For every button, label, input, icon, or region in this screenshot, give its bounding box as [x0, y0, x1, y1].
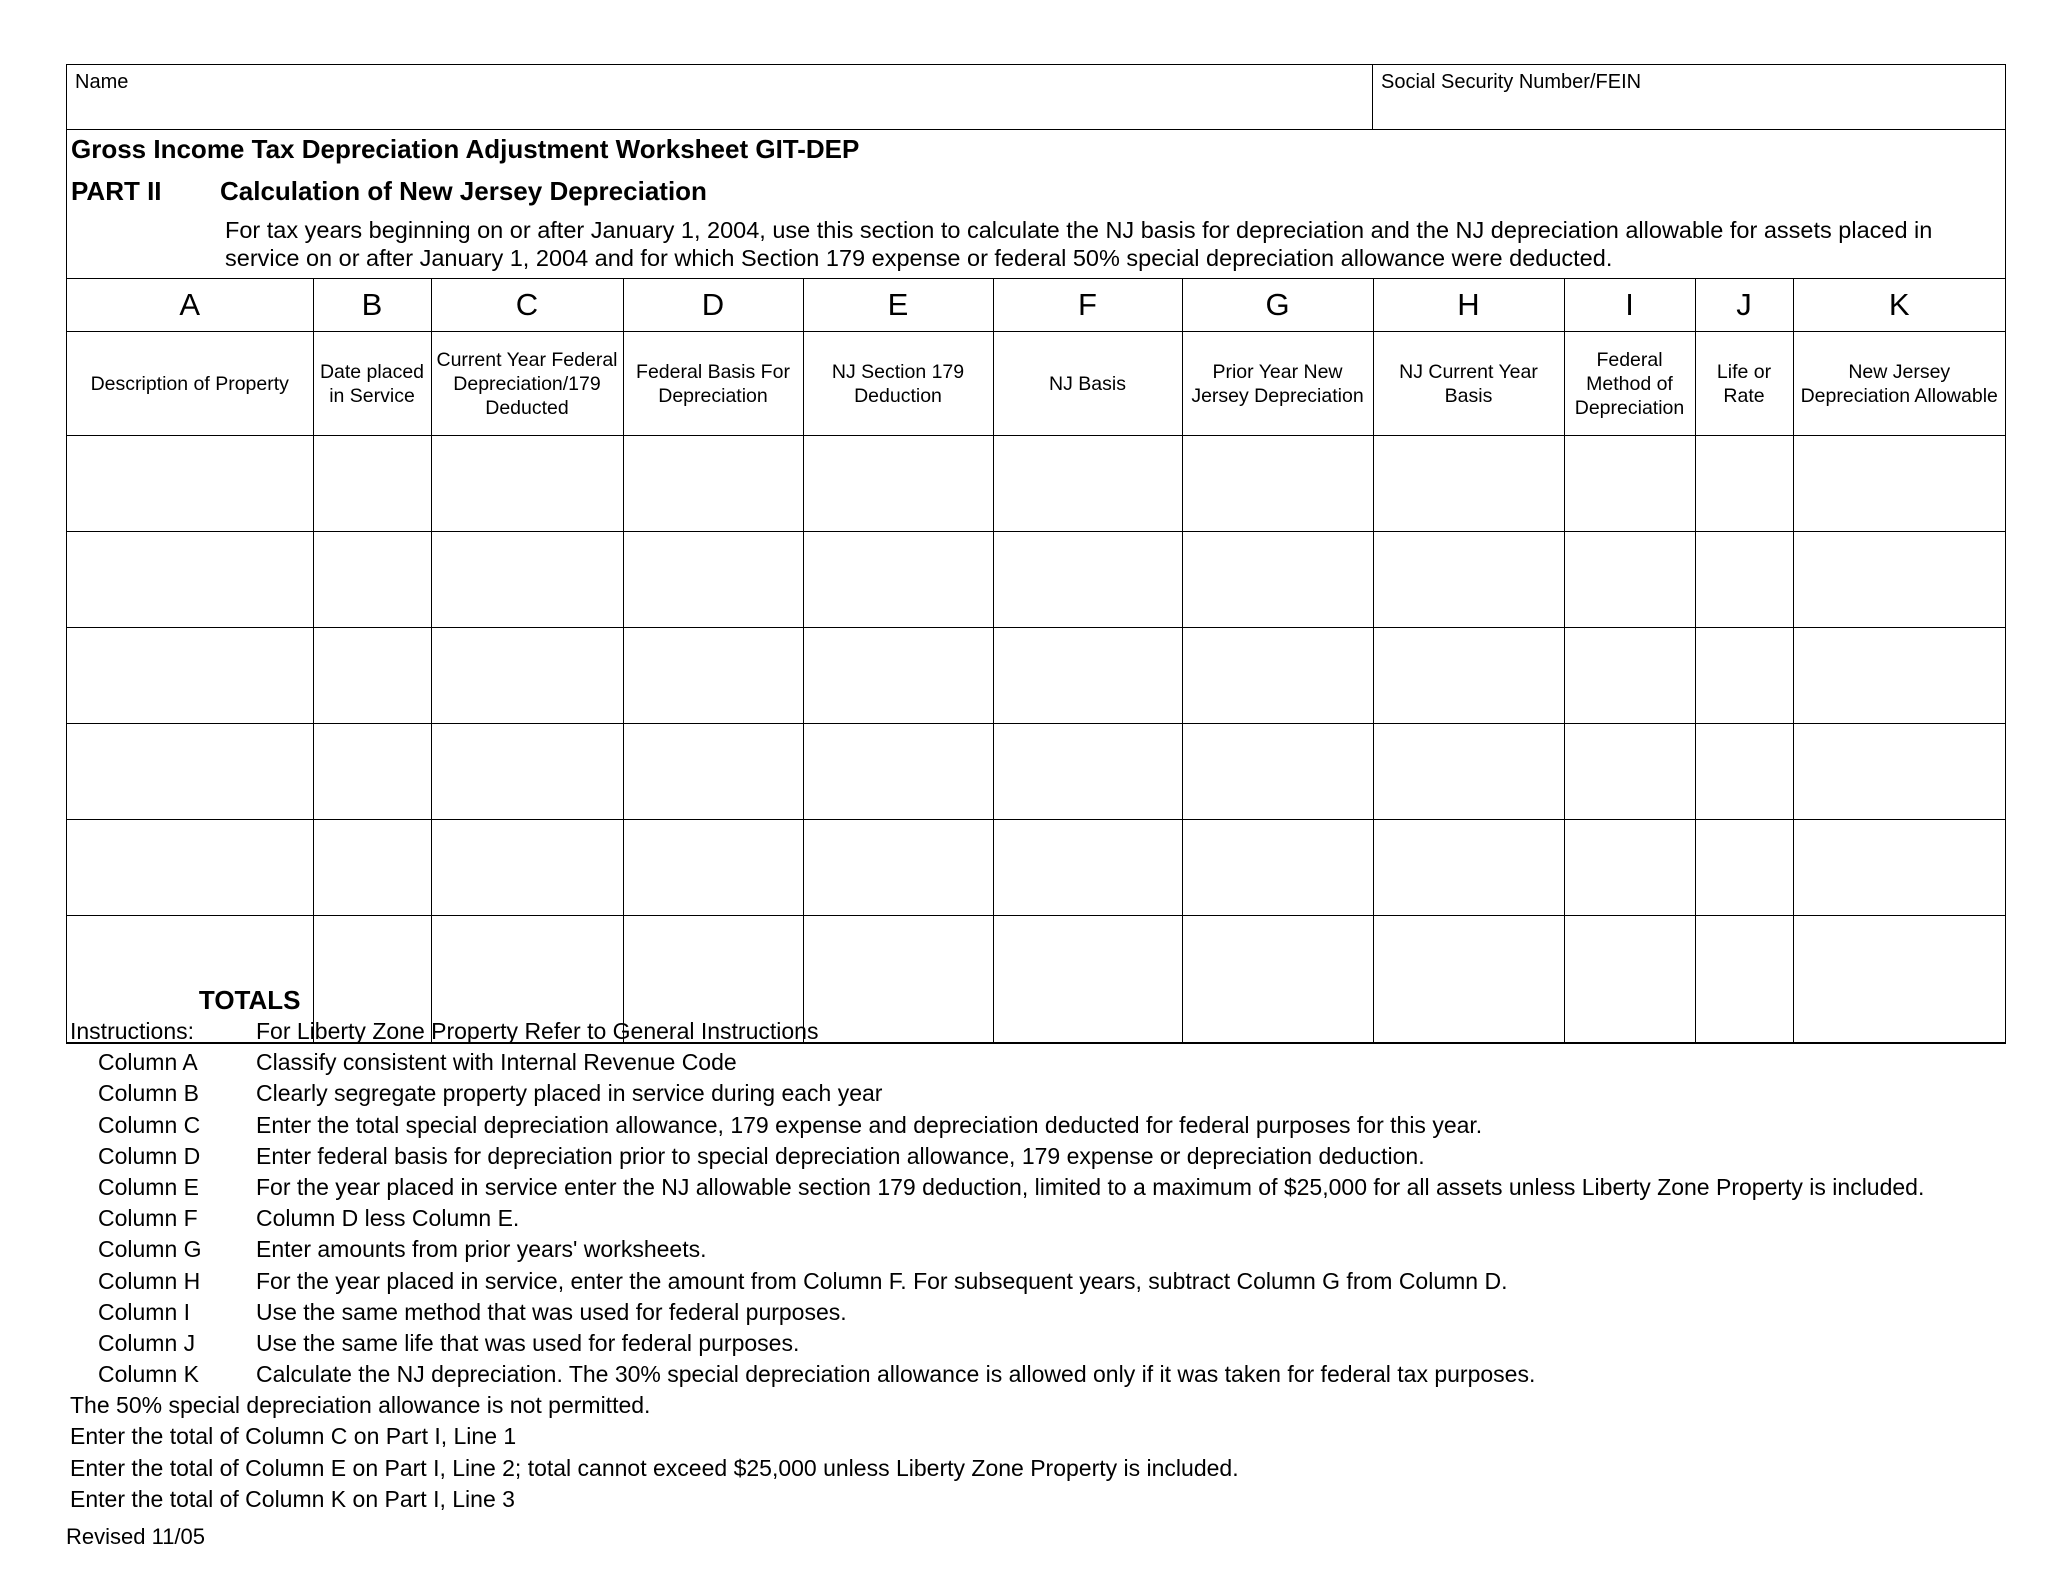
input-cell-g[interactable] [1182, 532, 1373, 628]
column-letter-f: F [993, 279, 1182, 332]
column-header-h: NJ Current Year Basis [1373, 332, 1564, 436]
input-cell-b[interactable] [313, 532, 431, 628]
table-row [67, 724, 2005, 820]
input-cell-f[interactable] [993, 724, 1182, 820]
input-cell-d[interactable] [623, 724, 803, 820]
input-cell-e[interactable] [803, 532, 993, 628]
input-cell-f[interactable] [993, 628, 1182, 724]
column-header-row [67, 332, 2005, 436]
instruction-column-label: Column E [98, 1173, 199, 1200]
input-cell-c[interactable] [431, 436, 623, 532]
input-cell-j[interactable] [1695, 820, 1793, 916]
column-header-g: Prior Year New Jersey Depreciation [1182, 332, 1373, 436]
input-cell-h[interactable] [1373, 820, 1564, 916]
input-cell-k[interactable] [1793, 628, 2005, 724]
input-cell-g[interactable] [1182, 628, 1373, 724]
instruction-item [70, 1078, 2010, 1109]
input-cell-h[interactable] [1373, 628, 1564, 724]
column-header-b: Date placed in Service [313, 332, 431, 436]
column-letter-k: K [1793, 279, 2005, 332]
input-cell-a[interactable] [67, 532, 313, 628]
input-cell-i[interactable] [1564, 628, 1695, 724]
input-cell-i[interactable] [1564, 532, 1695, 628]
instruction-note: The 50% special depreciation allowance is not permitted. [70, 1392, 651, 1419]
column-letter-c: C [431, 279, 623, 332]
input-cell-d[interactable] [623, 628, 803, 724]
instructions-intro-text: For Liberty Zone Property Refer to General Instructions [256, 1018, 819, 1044]
input-cell-g[interactable] [1182, 724, 1373, 820]
input-cell-a[interactable] [67, 436, 313, 532]
depreciation-table [67, 278, 2005, 1043]
input-cell-c[interactable] [431, 724, 623, 820]
name-field[interactable] [67, 65, 1373, 129]
column-letter-i: I [1564, 279, 1695, 332]
instruction-item [70, 1203, 2010, 1234]
input-cell-i[interactable] [1564, 436, 1695, 532]
input-cell-f[interactable] [993, 532, 1182, 628]
input-cell-i[interactable] [1564, 820, 1695, 916]
input-cell-a[interactable] [67, 628, 313, 724]
input-cell-b[interactable] [313, 820, 431, 916]
part-label: PART II [71, 176, 162, 206]
instruction-column-label: Column C [98, 1111, 201, 1138]
instruction-text: Enter the total special depreciation allowance, 179 expense and depreciation deducted for federal purposes for this year. [256, 1111, 1483, 1138]
instruction-item [70, 1047, 2010, 1078]
instruction-item [70, 1110, 2010, 1141]
column-header-k: New Jersey Depreciation Allowable [1793, 332, 2005, 436]
instructions-intro [70, 1016, 2010, 1047]
input-cell-f[interactable] [993, 436, 1182, 532]
input-cell-g[interactable] [1182, 820, 1373, 916]
input-cell-d[interactable] [623, 532, 803, 628]
instruction-column-label: Column F [98, 1205, 198, 1232]
column-header-e: NJ Section 179 Deduction [803, 332, 993, 436]
ssn-field[interactable] [1373, 65, 2005, 129]
input-cell-e[interactable] [803, 724, 993, 820]
column-header-i: Federal Method of Depreciation [1564, 332, 1695, 436]
input-cell-h[interactable] [1373, 724, 1564, 820]
input-cell-d[interactable] [623, 820, 803, 916]
instruction-note: Enter the total of Column C on Part I, Line 1 [70, 1423, 517, 1450]
instruction-column-label: Column B [98, 1080, 199, 1107]
input-cell-k[interactable] [1793, 436, 2005, 532]
name-label: Name [75, 71, 129, 93]
column-letter-g: G [1182, 279, 1373, 332]
instruction-column-label: Column D [98, 1142, 201, 1169]
instruction-item [70, 1234, 2010, 1265]
column-letter-a: A [67, 279, 313, 332]
form-title: Gross Income Tax Depreciation Adjustment Worksheet GIT-DEP [71, 134, 860, 164]
input-cell-b[interactable] [313, 628, 431, 724]
totals-label: TOTALS [67, 916, 313, 1043]
input-cell-j[interactable] [1695, 628, 1793, 724]
input-cell-a[interactable] [67, 820, 313, 916]
input-cell-j[interactable] [1695, 436, 1793, 532]
column-letter-e: E [803, 279, 993, 332]
column-header-a: Description of Property [67, 332, 313, 436]
instructions-section [70, 1016, 2010, 1515]
revision-date: Revised 11/05 [66, 1524, 206, 1549]
table-row [67, 820, 2005, 916]
instruction-item [70, 1141, 2010, 1172]
instruction-column-label: Column A [98, 1049, 198, 1076]
part-title: Calculation of New Jersey Depreciation [220, 176, 707, 206]
input-cell-b[interactable] [313, 436, 431, 532]
instruction-text: Enter federal basis for depreciation prior to special depreciation allowance, 179 expense or depreciation deduction. [256, 1142, 1425, 1169]
column-letter-b: B [313, 279, 431, 332]
table-row [67, 628, 2005, 724]
input-cell-c[interactable] [431, 532, 623, 628]
input-cell-k[interactable] [1793, 532, 2005, 628]
instruction-column-label: Column K [98, 1361, 199, 1388]
instruction-text: Use the same life that was used for federal purposes. [256, 1329, 800, 1356]
ssn-label: Social Security Number/FEIN [1381, 71, 1642, 93]
instruction-item [70, 1172, 2010, 1203]
table-row [67, 532, 2005, 628]
instructions-label: Instructions: [70, 1018, 194, 1044]
column-header-d: Federal Basis For Depreciation [623, 332, 803, 436]
instruction-text: For the year placed in service, enter the amount from Column F. For subsequent years, subtract Column G from Column D. [256, 1267, 1508, 1294]
input-cell-f[interactable] [993, 820, 1182, 916]
instruction-text: Clearly segregate property placed in service during each year [256, 1080, 883, 1107]
instruction-column-label: Column I [98, 1298, 191, 1325]
column-header-c: Current Year Federal Depreciation/179 Deducted [431, 332, 623, 436]
column-header-j: Life or Rate [1695, 332, 1793, 436]
instruction-column-label: Column J [98, 1329, 196, 1356]
instruction-column-label: Column H [98, 1267, 201, 1294]
instruction-item [70, 1328, 2010, 1359]
input-cell-k[interactable] [1793, 820, 2005, 916]
worksheet-form [66, 64, 2006, 1044]
part-description: For tax years beginning on or after January 1, 2004, use this section to calculate the NJ basis for depreciation and the NJ depreciation allowable for assets placed in service on or after January 1, 2004 and for which Section 179 expense or federal 50% special depreciation allowance were deducted. [225, 217, 1933, 271]
input-cell-e[interactable] [803, 436, 993, 532]
instruction-text: Enter amounts from prior years' worksheets. [256, 1236, 707, 1263]
table-row [67, 436, 2005, 532]
instruction-item [70, 1359, 2010, 1390]
instruction-item [70, 1297, 2010, 1328]
instruction-item [70, 1266, 2010, 1297]
input-cell-i[interactable] [1564, 724, 1695, 820]
input-cell-c[interactable] [431, 820, 623, 916]
input-cell-e[interactable] [803, 820, 993, 916]
instruction-text: Column D less Column E. [256, 1205, 520, 1232]
input-cell-h[interactable] [1373, 532, 1564, 628]
instruction-column-label: Column G [98, 1236, 202, 1263]
instruction-note: Enter the total of Column E on Part I, Line 2; total cannot exceed $25,000 unless Liberty Zone Property is included. [70, 1454, 1239, 1481]
input-cell-k[interactable] [1793, 724, 2005, 820]
form-heading [67, 129, 2005, 278]
input-cell-j[interactable] [1695, 532, 1793, 628]
input-cell-e[interactable] [803, 628, 993, 724]
column-header-f: NJ Basis [993, 332, 1182, 436]
input-cell-c[interactable] [431, 628, 623, 724]
input-cell-d[interactable] [623, 436, 803, 532]
identity-row [67, 65, 2005, 129]
instruction-text: Use the same method that was used for federal purposes. [256, 1298, 847, 1325]
input-cell-j[interactable] [1695, 724, 1793, 820]
input-cell-b[interactable] [313, 724, 431, 820]
input-cell-h[interactable] [1373, 436, 1564, 532]
input-cell-g[interactable] [1182, 436, 1373, 532]
instruction-text: Calculate the NJ depreciation. The 30% special depreciation allowance is allowed only if it was taken for federal tax purposes. [256, 1361, 1536, 1388]
input-cell-a[interactable] [67, 724, 313, 820]
column-letter-row [67, 279, 2005, 332]
instruction-note: Enter the total of Column K on Part I, Line 3 [70, 1485, 515, 1512]
instruction-text: Classify consistent with Internal Revenue Code [256, 1049, 737, 1076]
column-letter-j: J [1695, 279, 1793, 332]
instruction-text: For the year placed in service enter the NJ allowable section 179 deduction, limited to a maximum of $25,000 for all assets unless Liberty Zone Property is included. [256, 1173, 1925, 1200]
column-letter-d: D [623, 279, 803, 332]
column-letter-h: H [1373, 279, 1564, 332]
